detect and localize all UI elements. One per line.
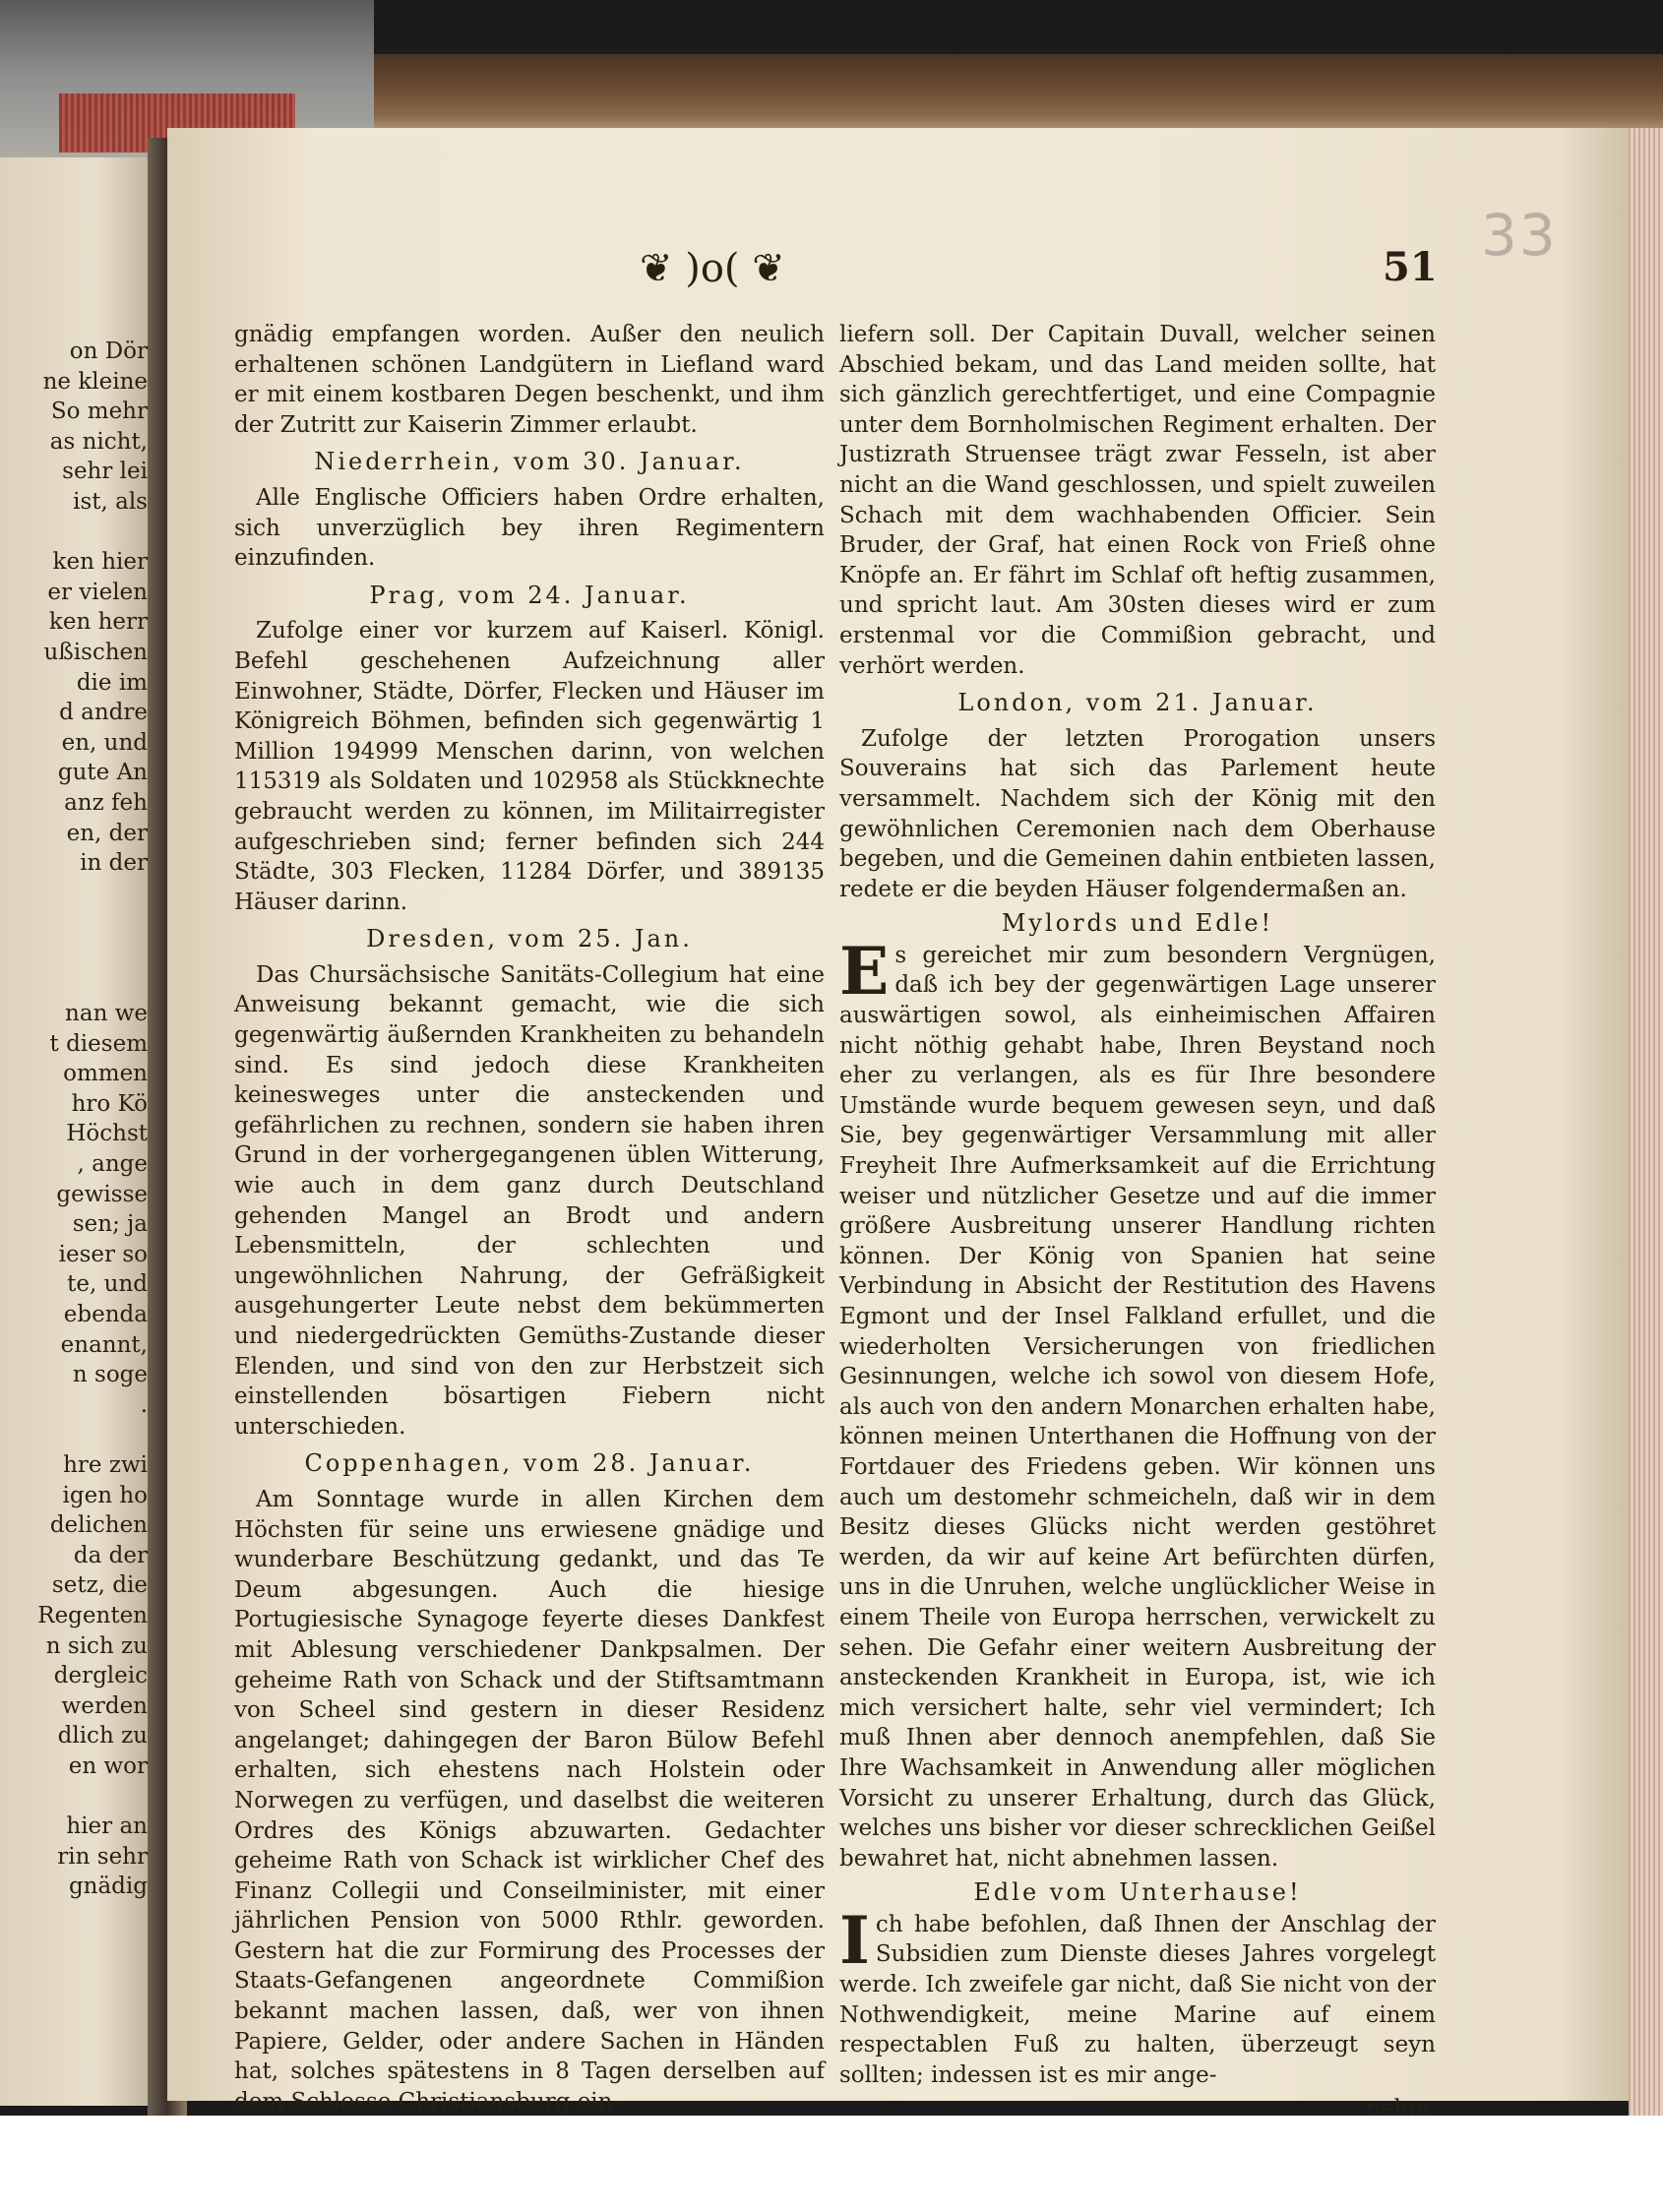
dateline-prag: Prag, vom 24. Januar.: [369, 581, 690, 609]
paragraph-niederrhein: Alle Englische Officiers haben Ordre erhalten, sich unverzüglich bey ihren Regimentern einzufinden.: [234, 484, 825, 572]
salutation-commons: Edle vom Unterhause!: [973, 1878, 1302, 1907]
left-page-fragment-line: hro Kö: [71, 1090, 148, 1117]
left-page-fragment-line: Höchst: [66, 1121, 148, 1147]
paragraph-dresden: Das Chursächsische Sanitäts-Collegium hat eine Anweisung bekannt gemacht, wie die sich gegenwärtig äußernden Krankheiten zu behandeln sind. Es sind jedoch diese Krankheiten keinesweges unter die ansteckenden und gefährlichen zu rechnen, sondern sie haben ihren Grund in der vorhergegangenen üblen Witterung, wie auch in dem ganz durch Deutschland gehenden Mangel an Brodt und andern Lebensmitteln, der schlechten und ungewöhnlichen Nahrung, der Gefräßigkeit ausgehungerter Leute nebst dem bekümmerten und niedergedrückten Gemüths-Zustande dieser Elenden, und sind von den zur Herbstzeit sich einstellenden bösartigen Fiebern nicht unterschieden.: [234, 961, 825, 1440]
left-page-fragment-line: da der: [73, 1542, 148, 1568]
left-page-fragment-line: anz feh: [64, 789, 148, 816]
left-page-fragment-line: [0, 518, 148, 548]
left-page-fragment-line: dlich zu: [57, 1723, 148, 1750]
paragraph-coppenhagen: Am Sonntage wurde in allen Kirchen dem Höchsten für seine uns erwiesene gnädige und wunderbare Beschützung gedankt, und das Te Deum abgesungen. Auch die hiesige Portugiesische Synagoge feyerte dieses Dankfest mit Ablesung verschiedener Dankpsalmen. Der geheime Rath von Schack und der Stiftsamtmann von Scheel sind gestern in dieser Residenz angelanget; dahingegen der Baron Bülow Befehl erhalten, sich ehestens nach Holstein oder Norwegen zu verfügen, und daselbst die weiteren Ordres des Königs abzuwarten. Gedachter geheime Rath von Schack ist wirklicher Chef des Finanz Collegii und Conseilminister, mit einer jährlichen Pension von 5000 Rthlr. geworden. Gestern hat die zur Formirung des Processes der Staats-Gefangenen angeordnete Commißion bekannt machen lassen, daß, wer von ihnen Papiere, Gelder, oder andere Sachen in Händen hat, solches spätestens in 8 Tagen derselben auf dem Schlosse Christiansburg ein-: [234, 1486, 825, 2115]
left-page-fragment-line: ist, als: [73, 488, 148, 515]
page-number: 51: [1383, 244, 1438, 290]
dateline-london: London, vom 21. Januar.: [957, 689, 1318, 717]
salutation-mylords: Mylords und Edle!: [1001, 909, 1274, 938]
left-page-fragment-line: [0, 908, 148, 939]
paragraph-london: Zufolge der letzten Prorogation unsers Souverains hat sich das Parlement heute versammelt. Nachdem sich der König mit den gewöhnlichen Ceremonien nach dem Oberhause begeben, und die Gemeinen dahin entbieten lassen, redete er die beyden Häuser folgendermaßen an.: [839, 725, 1436, 902]
left-page-fragment-line: in der: [80, 850, 148, 877]
left-page-fragment-line: ebenda: [63, 1302, 148, 1327]
dateline-dresden: Dresden, vom 25. Jan.: [366, 925, 693, 953]
left-page-fragment-line: [0, 1782, 148, 1813]
right-column: [839, 320, 1436, 2116]
left-page-fragment-line: werden: [61, 1692, 148, 1719]
speech-paragraph-lords: [839, 932, 1436, 1874]
left-page-fragment-line: enannt,: [60, 1331, 148, 1358]
left-page-fragment-line: igen ho: [62, 1482, 148, 1508]
left-page-fragment-line: hier an: [66, 1813, 148, 1840]
left-page-fragment-line: d andre: [59, 700, 148, 726]
right-opening-paragraph: liefern soll. Der Capitain Duvall, welcher seinen Abschied bekam, und das Land meiden sollte, hat sich gänzlich gerechtfertiget, und eine Compagnie unter dem Bornholmischen Regiment erhalten. Der Justizrath Struensee trägt zwar Fesseln, ist aber nicht an die Wand geschlossen, und spielt zuweilen Schach mit dem wachhabenden Officier. Sein Bruder, der Graf, hat einen Rock von Frieß ohne Knöpfe an. Er fährt im Schlaf oft heftig zusammen, und spricht laut. Am 30sten dieses wird er zum erstenmal vor die Commißion gebracht, und verhört werden.: [839, 322, 1436, 679]
pencil-folio-number: 33: [1481, 202, 1558, 269]
left-page-fragment-line: te, und: [67, 1271, 148, 1298]
left-page-fragment-line: t diesem: [49, 1030, 148, 1057]
left-page-fragment-line: setz, die: [51, 1572, 148, 1599]
left-page-fragment-line: , ange: [77, 1151, 148, 1178]
left-page-fragment-line: en, der: [66, 820, 148, 846]
left-page-fragment-line: ommen: [63, 1061, 148, 1087]
left-page-fragment-line: ieser so: [58, 1241, 148, 1267]
left-page-fragment-line: gewisse: [56, 1181, 148, 1207]
left-page-fragment-line: sehr lei: [62, 459, 148, 485]
left-page-fragment-line: n soge: [72, 1362, 148, 1388]
left-page-text-fragments: [0, 337, 148, 1902]
left-page-fragment-line: [0, 1420, 148, 1450]
ornament-header: ❦ )o( ❦: [640, 246, 785, 291]
left-page-fragment-line: die im: [76, 669, 148, 696]
left-page-fragment-line: .: [140, 1391, 148, 1418]
left-page-fragment-line: as nicht,: [49, 428, 148, 455]
left-page-fragment-line: So mehr: [50, 399, 148, 425]
left-page-fragment-line: nan we: [65, 1001, 148, 1027]
left-page-fragment-line: [0, 939, 148, 969]
left-page-fragment-line: Regenten: [37, 1602, 148, 1628]
drop-cap-i: I: [839, 1901, 870, 1979]
left-page-fragment-line: rin sehr: [57, 1843, 148, 1870]
left-page-fragment-line: er vielen: [47, 579, 148, 605]
left-page-fragment-line: en wor: [68, 1752, 148, 1779]
dateline-niederrhein: Niederrhein, vom 30. Januar.: [314, 448, 745, 476]
left-page-fragment-line: dergleic: [53, 1663, 148, 1690]
left-page-fragment-line: ken herr: [48, 609, 148, 636]
left-page-fragment-line: n sich zu: [45, 1632, 148, 1659]
dateline-coppenhagen: Coppenhagen, vom 28. Januar.: [304, 1449, 755, 1478]
left-page-fragment-line: [0, 879, 148, 909]
left-page-fragment-line: on Dör: [69, 338, 148, 364]
left-page-fragment-line: delichen: [49, 1512, 148, 1539]
left-page-fragment-line: gnädig: [68, 1874, 148, 1900]
left-page-fragment-line: gute An: [57, 760, 148, 786]
left-page-fragment-line: ne kleine: [42, 368, 148, 395]
left-page-fragment-line: hre zwi: [63, 1451, 148, 1478]
paragraph-prag: Zufolge einer vor kurzem auf Kaiserl. Königl. Befehl geschehenen Aufzeichnung aller Einwohner, Städte, Dörfer, Flecken und Häuser im Königreich Böhmen, befinden sich gegenwärtig 1 Million 194999 Menschen darinn, von welchen 115319 als Soldaten und 102958 als Stückknechte gebraucht werden zu können, im Militairregister aufgeschrieben sind; ferner befinden sich 244 Städte, 303 Flecken, 11284 Dörfer, und 389135 Häuser darinn.: [234, 618, 825, 915]
left-page-fragment-line: [0, 968, 148, 999]
speech-paragraph-commons: [839, 1901, 1436, 2091]
left-page-fragment-line: ken hier: [52, 549, 148, 576]
left-opening-paragraph: gnädig empfangen worden. Außer den neulich erhaltenen schönen Landgütern in Liefland ward er mit einem kostbaren Degen beschenkt, und ihm der Zutritt zur Kaiserin Zimmer erlaubt.: [234, 322, 825, 438]
page-edges: [1629, 128, 1663, 2116]
drop-cap-e: E: [839, 932, 890, 1010]
left-column: [234, 320, 825, 2116]
left-page-fragment-line: en, und: [61, 729, 148, 756]
left-page-fragment-line: ußischen: [43, 639, 148, 665]
speech-text-lords: s gereichet mir zum besondern Vergnügen, daß ich bey der gegenwärtigen Lage unserer auswärtigen sowol, als einheimischen Affairen nicht nöthig gehabt habe, Ihren Beystand noch eher zu verlangen, als es für Ihre besondere Umstände wurde bequem gewesen seyn, und daß Sie, bey gegenwärtiger Versammlung mit aller Freyheit Ihre Aufmerksamkeit auf die Errichtung weiser und nützlicher Gesetze und auf die immer größere Ausbreitung unserer Handlung richten können. Der König von Spanien hat seine Verbindung in Absicht der Restitution des Havens Egmont und der Insel Falkland erfullet, und die wiederholten Versicherungen von friedlichen Gesinnungen, welche ich sowol von diesem Hofe, als auch von den andern Monarchen erhalten habe, können meinen Unterthanen die Hoffnung von der Fortdauer des Friedens geben. Wir können uns auch um destomehr schmeicheln, daß wir in dem Besitz dieses Glücks nicht werden gestöhret werden, da wir auf keine Art befürchten dürfen, uns in die Unruhen, welche unglücklicher Weise in einem Theile von Europa herrschen, verwickelt zu sehen. Die Gefahr einer weitern Ausbreitung der ansteckenden Krankheit in Europa, ist, wie ich mich versichert halte, sehr viel vermindert; Ich muß Ihnen aber dennoch anempfehlen, daß Sie Ihre Wachsamkeit in Anwendung aller möglichen Vorsicht zu unserer Erhaltung, durch das Glück, welches uns bisher vor dieser schrecklichen Geißel bewahret hat, nicht abnehmen lassen.: [839, 942, 1436, 1872]
catchword: nehm: [1365, 2096, 1430, 2116]
left-page-fragment-line: sen; ja: [72, 1211, 148, 1238]
speech-text-commons: ch habe befohlen, daß Ihnen der Anschlag der Subsidien zum Dienste dieses Jahres vorgelegt werde. Ich zweifele gar nicht, daß Sie nicht von der Nothwendigkeit, meine Marine auf einem respectablen Fuß zu halten, überzeugt seyn sollten; indessen ist es mir ange-: [839, 1911, 1436, 2088]
